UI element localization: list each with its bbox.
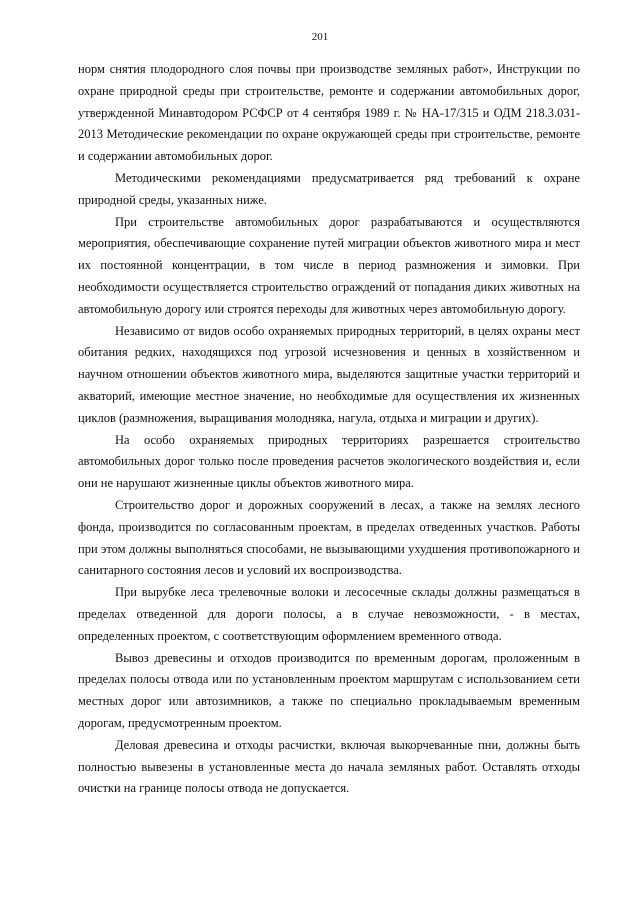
paragraph: Независимо от видов особо охраняемых природных территорий, в целях охраны мест обитания редких, находящихся под угрозой исчезновения и ценных в хозяйственном и научном отношении объектов животного мира, выделяются защитные участки территорий и акваторий, имеющие местное значение, но необходимые для осуществления их жизненных циклов (размножения, выращивания молодняка, нагула, отдыха и миграции и других). <box>78 323 580 425</box>
page-body <box>78 59 580 800</box>
paragraph: Строительство дорог и дорожных сооружений в лесах, а также на землях лесного фонда, производится по согласованным проектам, в пределах отведенных участков. Работы при этом должны выполняться способами, не вызывающими ухудшения противопожарного и санитарного состояния лесов и условий их воспроизводства. <box>78 497 580 578</box>
paragraph: На особо охраняемых природных территориях разрешается строительство автомобильных дорог только после проведения расчетов экологического воздействия и, если они не нарушают жизненные циклы объектов животного мира. <box>78 432 580 491</box>
paragraph: Деловая древесина и отходы расчистки, включая выкорчеванные пни, должны быть полностью вывезены в установленные места до начала земляных работ. Оставлять отходы очистки на границе полосы отвода не допускается. <box>78 737 580 796</box>
page-number: 201 <box>311 31 329 43</box>
paragraph: Вывоз древесины и отходов производится по временным дорогам, проложенным в пределах полосы отвода или по установленным проектом маршрутам с использованием сети местных дорог или автозимников, а также по специально прокладываемым временным дорогам, предусмотренным проектом. <box>78 650 580 730</box>
paragraph: При вырубке леса трелевочные волоки и лесосечные склады должны размещаться в пределах отведенной для дороги полосы, а в случае невозможности, - в местах, определенных проектом, с соответствующим оформлением временного отвода. <box>78 585 580 643</box>
paragraph: Методическими рекомендациями предусматривается ряд требований к охране природной среды, указанных ниже. <box>78 170 580 207</box>
paragraph: норм снятия плодородного слоя почвы при производстве земляных работ», Инструкции по охране природной среды при строительстве, ремонте и содержании автомобильных дорог, утвержденной Минавтодором РСФСР от 4 сентября 1989 г. № НА-17/315 и ОДМ 218.3.031-2013 Методические рекомендации по охране окружающей среды при строительстве, ремонте и содержании автомобильных дорог. <box>78 62 580 164</box>
paragraph: При строительстве автомобильных дорог разрабатываются и осуществляются мероприятия, обеспечивающие сохранение путей миграции объектов животного мира и мест их постоянной концентрации, в том числе в период размножения и зимовки. При необходимости осуществляется строительство ограждений от попадания диких животных на автомобильную дорогу или строятся переходы для животных через автомобильную дорогу. <box>78 214 580 316</box>
